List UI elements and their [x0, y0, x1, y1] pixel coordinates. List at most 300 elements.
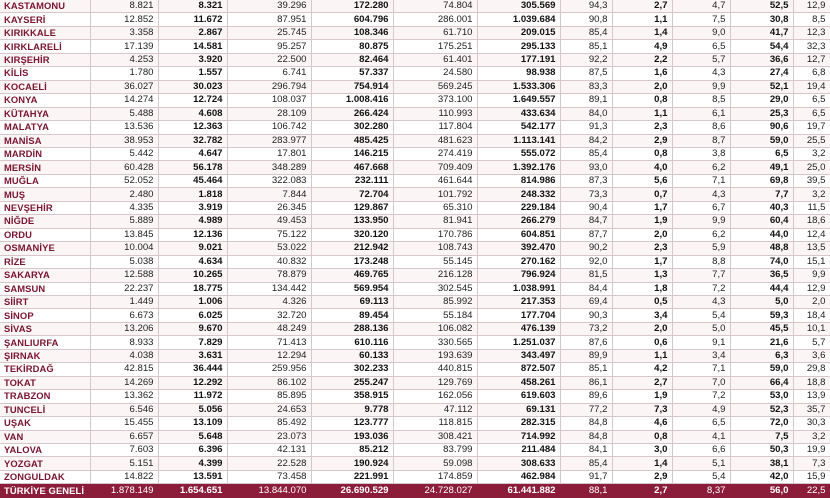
cell-value-1: 4.253 [90, 53, 158, 66]
cell-value-9: 7,5 [672, 13, 730, 26]
table-row [0, 376, 830, 389]
cell-value-8: 0,8 [612, 147, 672, 160]
province-name-cell: YALOVA [0, 443, 90, 456]
province-name-cell: ZONGULDAK [0, 470, 90, 483]
cell-value-10: 36,6 [730, 53, 793, 66]
cell-value-6: 555.072 [477, 147, 560, 160]
cell-value-1: 5.151 [90, 457, 158, 470]
cell-value-8: 3,4 [612, 309, 672, 322]
cell-value-11: 10,1 [793, 322, 830, 335]
cell-value-2: 3.920 [158, 53, 227, 66]
cell-value-4: 302.280 [311, 121, 393, 134]
cell-value-10: 66,4 [730, 376, 793, 389]
cell-value-5: 330.565 [393, 336, 477, 349]
cell-value-2: 6.025 [158, 309, 227, 322]
cell-value-9: 8,6 [672, 121, 730, 134]
cell-value-9: 7,7 [672, 269, 730, 282]
cell-value-9: 7,2 [672, 282, 730, 295]
cell-value-11: 13,5 [793, 242, 830, 255]
cell-value-7: 77,2 [560, 403, 612, 416]
cell-value-8: 2,7 [612, 0, 672, 13]
cell-value-1: 1.449 [90, 295, 158, 308]
province-name-cell: MALATYA [0, 121, 90, 134]
cell-value-3: 259.956 [227, 363, 311, 376]
cell-value-8: 1,1 [612, 349, 672, 362]
cell-value-1: 3.358 [90, 26, 158, 39]
cell-value-11: 8,5 [793, 13, 830, 26]
cell-value-4: 60.133 [311, 349, 393, 362]
table-row [0, 269, 830, 282]
cell-value-7: 86,1 [560, 376, 612, 389]
cell-value-9: 9,0 [672, 26, 730, 39]
cell-value-5: 129.769 [393, 376, 477, 389]
cell-value-9: 5,4 [672, 309, 730, 322]
cell-value-4: 9.778 [311, 403, 393, 416]
cell-value-8: 1,1 [612, 107, 672, 120]
cell-value-3: 348.289 [227, 161, 311, 174]
cell-value-2: 4.647 [158, 147, 227, 160]
province-name-cell: KIRKLARELİ [0, 40, 90, 53]
cell-value-11: 29,8 [793, 363, 830, 376]
cell-value-2: 12.363 [158, 121, 227, 134]
cell-value-5: 274.419 [393, 147, 477, 160]
cell-value-3: 6.741 [227, 67, 311, 80]
cell-value-1: 17.139 [90, 40, 158, 53]
cell-value-5: 373.100 [393, 94, 477, 107]
cell-value-1: 10.004 [90, 242, 158, 255]
cell-value-9: 4,1 [672, 430, 730, 443]
cell-value-2: 1.818 [158, 188, 227, 201]
cell-value-2: 12.136 [158, 228, 227, 241]
cell-value-8: 1,8 [612, 282, 672, 295]
cell-value-11: 18,6 [793, 215, 830, 228]
cell-value-9: 6,2 [672, 228, 730, 241]
cell-value-9: 5,4 [672, 470, 730, 483]
cell-value-3: 7.844 [227, 188, 311, 201]
cell-value-5: 59.098 [393, 457, 477, 470]
cell-value-3: 32.720 [227, 309, 311, 322]
cell-value-6: 295.133 [477, 40, 560, 53]
cell-value-2: 10.265 [158, 269, 227, 282]
cell-value-5: 55.145 [393, 255, 477, 268]
cell-value-1: 13.362 [90, 390, 158, 403]
cell-value-6: 177.704 [477, 309, 560, 322]
cell-value-3: 95.257 [227, 40, 311, 53]
cell-value-7: 83,3 [560, 80, 612, 93]
cell-value-7: 92,2 [560, 53, 612, 66]
cell-value-5: 110.993 [393, 107, 477, 120]
table-row [0, 457, 830, 470]
province-name-cell: KIRŞEHİR [0, 53, 90, 66]
cell-value-9: 4,3 [672, 67, 730, 80]
cell-value-4: 89.454 [311, 309, 393, 322]
cell-value-8: 1,6 [612, 67, 672, 80]
cell-value-5: 170.786 [393, 228, 477, 241]
cell-value-8: 1,4 [612, 457, 672, 470]
province-name-cell: KASTAMONU [0, 0, 90, 13]
cell-value-7: 85,4 [560, 457, 612, 470]
cell-value-7: 84,8 [560, 430, 612, 443]
cell-value-5: 162.056 [393, 390, 477, 403]
cell-value-7: 89,9 [560, 349, 612, 362]
cell-value-7: 92,0 [560, 255, 612, 268]
cell-value-6: 604.851 [477, 228, 560, 241]
cell-value-10: 60,4 [730, 215, 793, 228]
cell-value-5: 709.409 [393, 161, 477, 174]
table-row [0, 470, 830, 483]
cell-value-4: 193.036 [311, 430, 393, 443]
cell-value-4: 133.950 [311, 215, 393, 228]
cell-value-11: 3,6 [793, 349, 830, 362]
cell-value-4: 288.136 [311, 322, 393, 335]
cell-value-1: 13.536 [90, 121, 158, 134]
cell-value-10: 59,3 [730, 309, 793, 322]
cell-value-4: 485.425 [311, 134, 393, 147]
cell-value-2: 4.608 [158, 107, 227, 120]
cell-value-10: 40,3 [730, 201, 793, 214]
cell-value-8: 1,7 [612, 255, 672, 268]
cell-value-1: 38.953 [90, 134, 158, 147]
province-name-cell: NİĞDE [0, 215, 90, 228]
cell-value-2: 30.023 [158, 80, 227, 93]
cell-value-9: 8,7 [672, 134, 730, 147]
cell-value-8: 2,0 [612, 80, 672, 93]
province-name-cell: MERSİN [0, 161, 90, 174]
cell-value-7: 85,4 [560, 26, 612, 39]
cell-value-7: 88,1 [560, 484, 612, 498]
cell-value-11: 19,7 [793, 121, 830, 134]
cell-value-8: 1,1 [612, 13, 672, 26]
cell-value-11: 6,5 [793, 94, 830, 107]
cell-value-2: 4.399 [158, 457, 227, 470]
cell-value-7: 84,1 [560, 443, 612, 456]
province-name-cell: KIRIKKALE [0, 26, 90, 39]
province-name-cell: KÜTAHYA [0, 107, 90, 120]
cell-value-1: 14.822 [90, 470, 158, 483]
cell-value-9: 4,3 [672, 295, 730, 308]
cell-value-5: 83.799 [393, 443, 477, 456]
cell-value-9: 7,1 [672, 363, 730, 376]
cell-value-6: 1.038.991 [477, 282, 560, 295]
cell-value-7: 81,5 [560, 269, 612, 282]
cell-value-1: 14.274 [90, 94, 158, 107]
cell-value-5: 302.545 [393, 282, 477, 295]
cell-value-11: 13,9 [793, 390, 830, 403]
cell-value-4: 57.337 [311, 67, 393, 80]
cell-value-10: 54,4 [730, 40, 793, 53]
cell-value-5: 61.710 [393, 26, 477, 39]
cell-value-2: 1.654.651 [158, 484, 227, 498]
cell-value-1: 12.852 [90, 13, 158, 26]
cell-value-6: 177.191 [477, 53, 560, 66]
cell-value-9: 7,1 [672, 174, 730, 187]
cell-value-9: 4,9 [672, 403, 730, 416]
province-name-cell: KİLİS [0, 67, 90, 80]
cell-value-7: 89,1 [560, 94, 612, 107]
cell-value-9: 5,9 [672, 242, 730, 255]
cell-value-5: 117.804 [393, 121, 477, 134]
cell-value-7: 91,3 [560, 121, 612, 134]
cell-value-3: 22.500 [227, 53, 311, 66]
cell-value-7: 85,1 [560, 363, 612, 376]
cell-value-6: 476.139 [477, 322, 560, 335]
cell-value-4: 358.915 [311, 390, 393, 403]
province-name-cell: TÜRKİYE GENELİ [0, 484, 90, 498]
province-name-cell: SİİRT [0, 295, 90, 308]
cell-value-6: 814.986 [477, 174, 560, 187]
cell-value-10: 69,8 [730, 174, 793, 187]
cell-value-8: 2,9 [612, 134, 672, 147]
table-row [0, 295, 830, 308]
cell-value-5: 481.623 [393, 134, 477, 147]
cell-value-11: 39,5 [793, 174, 830, 187]
province-name-cell: ŞANLIURFA [0, 336, 90, 349]
cell-value-8: 2,3 [612, 242, 672, 255]
cell-value-7: 87,5 [560, 67, 612, 80]
table-row [0, 13, 830, 26]
table-row [0, 390, 830, 403]
cell-value-6: 458.261 [477, 376, 560, 389]
province-name-cell: YOZGAT [0, 457, 90, 470]
cell-value-11: 11,5 [793, 201, 830, 214]
cell-value-3: 22.528 [227, 457, 311, 470]
cell-value-6: 282.315 [477, 417, 560, 430]
cell-value-3: 23.073 [227, 430, 311, 443]
cell-value-9: 6,5 [672, 40, 730, 53]
cell-value-6: 1.039.684 [477, 13, 560, 26]
cell-value-5: 175.251 [393, 40, 477, 53]
cell-value-7: 87,6 [560, 336, 612, 349]
cell-value-10: 48,8 [730, 242, 793, 255]
table-row [0, 40, 830, 53]
cell-value-11: 6,8 [793, 67, 830, 80]
cell-value-4: 266.424 [311, 107, 393, 120]
cell-value-8: 1,9 [612, 390, 672, 403]
table-row [0, 94, 830, 107]
cell-value-8: 2,7 [612, 484, 672, 498]
cell-value-9: 3,4 [672, 349, 730, 362]
cell-value-4: 569.954 [311, 282, 393, 295]
cell-value-2: 36.444 [158, 363, 227, 376]
cell-value-5: 81.941 [393, 215, 477, 228]
cell-value-3: 4.326 [227, 295, 311, 308]
cell-value-4: 72.704 [311, 188, 393, 201]
cell-value-9: 6,2 [672, 161, 730, 174]
province-name-cell: KONYA [0, 94, 90, 107]
table-row [0, 26, 830, 39]
table-row [0, 161, 830, 174]
province-name-cell: TOKAT [0, 376, 90, 389]
cell-value-4: 146.215 [311, 147, 393, 160]
total-row [0, 484, 830, 498]
cell-value-8: 0,8 [612, 94, 672, 107]
province-name-cell: MUĞLA [0, 174, 90, 187]
cell-value-4: 82.464 [311, 53, 393, 66]
cell-value-10: 59,0 [730, 134, 793, 147]
cell-value-8: 2,2 [612, 53, 672, 66]
cell-value-1: 15.455 [90, 417, 158, 430]
cell-value-2: 45.464 [158, 174, 227, 187]
cell-value-10: 52,1 [730, 80, 793, 93]
province-name-cell: NEVŞEHİR [0, 201, 90, 214]
cell-value-7: 84,8 [560, 417, 612, 430]
table-row [0, 67, 830, 80]
cell-value-2: 3.919 [158, 201, 227, 214]
cell-value-11: 3,2 [793, 147, 830, 160]
cell-value-6: 433.634 [477, 107, 560, 120]
cell-value-6: 229.184 [477, 201, 560, 214]
cell-value-8: 4,9 [612, 40, 672, 53]
cell-value-5: 193.639 [393, 349, 477, 362]
cell-value-5: 286.001 [393, 13, 477, 26]
cell-value-1: 52.052 [90, 174, 158, 187]
table-row [0, 363, 830, 376]
cell-value-7: 90,3 [560, 309, 612, 322]
cell-value-5: 108.743 [393, 242, 477, 255]
cell-value-1: 13.845 [90, 228, 158, 241]
cell-value-9: 6,1 [672, 107, 730, 120]
cell-value-7: 90,2 [560, 242, 612, 255]
cell-value-2: 6.396 [158, 443, 227, 456]
province-name-cell: MANİSA [0, 134, 90, 147]
cell-value-5: 65.310 [393, 201, 477, 214]
table-row [0, 443, 830, 456]
cell-value-5: 174.859 [393, 470, 477, 483]
cell-value-2: 7.829 [158, 336, 227, 349]
table-row [0, 336, 830, 349]
cell-value-1: 13.206 [90, 322, 158, 335]
province-name-cell: TEKİRDAĞ [0, 363, 90, 376]
cell-value-8: 1,9 [612, 215, 672, 228]
cell-value-8: 1,3 [612, 269, 672, 282]
cell-value-1: 5.889 [90, 215, 158, 228]
cell-value-6: 1.251.037 [477, 336, 560, 349]
cell-value-2: 2.867 [158, 26, 227, 39]
cell-value-9: 4,7 [672, 0, 730, 13]
province-name-cell: SAMSUN [0, 282, 90, 295]
cell-value-5: 308.421 [393, 430, 477, 443]
cell-value-3: 73.458 [227, 470, 311, 483]
cell-value-8: 5,6 [612, 174, 672, 187]
province-name-cell: ŞIRNAK [0, 349, 90, 362]
cell-value-3: 49.453 [227, 215, 311, 228]
cell-value-10: 36,5 [730, 269, 793, 282]
cell-value-10: 44,4 [730, 282, 793, 295]
province-name-cell: KOCAELİ [0, 80, 90, 93]
cell-value-9: 8,5 [672, 94, 730, 107]
cell-value-7: 69,4 [560, 295, 612, 308]
cell-value-6: 61.441.882 [477, 484, 560, 498]
cell-value-2: 9.670 [158, 322, 227, 335]
table-row [0, 430, 830, 443]
cell-value-9: 7,0 [672, 376, 730, 389]
cell-value-2: 5.056 [158, 403, 227, 416]
cell-value-5: 216.128 [393, 269, 477, 282]
cell-value-1: 2.480 [90, 188, 158, 201]
cell-value-8: 2,9 [612, 470, 672, 483]
cell-value-6: 217.353 [477, 295, 560, 308]
cell-value-11: 3,2 [793, 188, 830, 201]
cell-value-10: 44,0 [730, 228, 793, 241]
cell-value-10: 25,3 [730, 107, 793, 120]
cell-value-11: 25,5 [793, 134, 830, 147]
cell-value-3: 17.801 [227, 147, 311, 160]
cell-value-8: 7,3 [612, 403, 672, 416]
cell-value-1: 5.442 [90, 147, 158, 160]
cell-value-4: 26.690.529 [311, 484, 393, 498]
cell-value-3: 87.951 [227, 13, 311, 26]
cell-value-11: 15,1 [793, 255, 830, 268]
cell-value-3: 12.294 [227, 349, 311, 362]
cell-value-9: 3,8 [672, 147, 730, 160]
cell-value-11: 19,9 [793, 443, 830, 456]
cell-value-2: 56.178 [158, 161, 227, 174]
province-name-cell: TUNCELİ [0, 403, 90, 416]
cell-value-7: 93,0 [560, 161, 612, 174]
province-name-cell: MARDİN [0, 147, 90, 160]
cell-value-9: 5,0 [672, 322, 730, 335]
cell-value-2: 8.321 [158, 0, 227, 13]
cell-value-7: 87,3 [560, 174, 612, 187]
province-name-cell: ORDU [0, 228, 90, 241]
table-row [0, 282, 830, 295]
cell-value-10: 49,1 [730, 161, 793, 174]
cell-value-9: 5,7 [672, 53, 730, 66]
cell-value-1: 22.237 [90, 282, 158, 295]
cell-value-4: 604.796 [311, 13, 393, 26]
cell-value-10: 5,0 [730, 295, 793, 308]
cell-value-1: 6.673 [90, 309, 158, 322]
cell-value-5: 24.728.027 [393, 484, 477, 498]
cell-value-1: 8.821 [90, 0, 158, 13]
cell-value-6: 1.533.306 [477, 80, 560, 93]
cell-value-5: 74.804 [393, 0, 477, 13]
cell-value-9: 7,2 [672, 390, 730, 403]
cell-value-10: 90,6 [730, 121, 793, 134]
cell-value-8: 3,0 [612, 443, 672, 456]
cell-value-9: 6,7 [672, 201, 730, 214]
cell-value-6: 209.015 [477, 26, 560, 39]
cell-value-3: 24.653 [227, 403, 311, 416]
cell-value-6: 308.633 [477, 457, 560, 470]
cell-value-4: 173.248 [311, 255, 393, 268]
cell-value-2: 18.775 [158, 282, 227, 295]
cell-value-1: 36.027 [90, 80, 158, 93]
cell-value-11: 6,5 [793, 107, 830, 120]
province-name-cell: SİNOP [0, 309, 90, 322]
cell-value-10: 6,3 [730, 349, 793, 362]
cell-value-6: 270.162 [477, 255, 560, 268]
cell-value-5: 118.815 [393, 417, 477, 430]
cell-value-8: 2,3 [612, 121, 672, 134]
cell-value-3: 26.345 [227, 201, 311, 214]
table-row [0, 134, 830, 147]
cell-value-11: 2,0 [793, 295, 830, 308]
table-row [0, 322, 830, 335]
cell-value-8: 1,4 [612, 26, 672, 39]
cell-value-8: 4,0 [612, 161, 672, 174]
cell-value-1: 4.335 [90, 201, 158, 214]
cell-value-4: 469.765 [311, 269, 393, 282]
cell-value-2: 14.581 [158, 40, 227, 53]
cell-value-1: 12.588 [90, 269, 158, 282]
cell-value-11: 22,5 [793, 484, 830, 498]
cell-value-2: 13.591 [158, 470, 227, 483]
cell-value-10: 21,6 [730, 336, 793, 349]
cell-value-11: 12,7 [793, 53, 830, 66]
cell-value-4: 1.008.416 [311, 94, 393, 107]
cell-value-8: 4,6 [612, 417, 672, 430]
